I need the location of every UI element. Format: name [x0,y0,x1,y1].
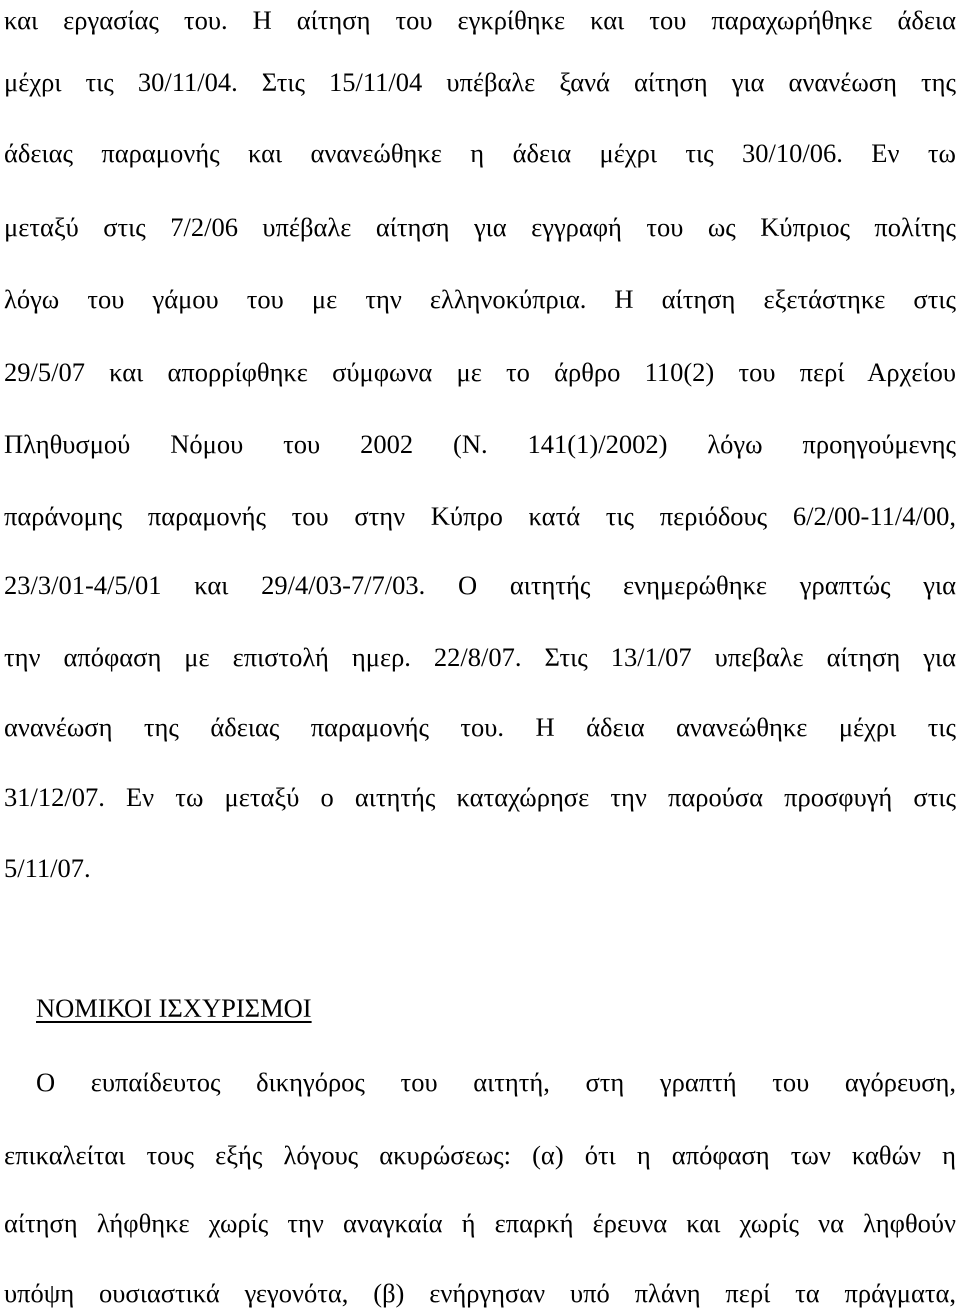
paragraph-1-line-11: ανανέωση της άδειας παραμονής του. Η άδεια ανανεώθηκε μέχρι τις [4,712,956,742]
paragraph-1-line-5: λόγω του γάμου του με την ελληνοκύπρια. Η αίτηση εξετάστηκε στις [4,284,956,314]
paragraph-1-line-8: παράνομης παραμονής του στην Κύπρο κατά τις περιόδους 6/2/00-11/4/00, [4,501,956,531]
section-heading: ΝΟΜΙΚΟΙ ΙΣΧΥΡΙΣΜΟΙ [36,993,312,1023]
paragraph-1-line-3: άδειας παραμονής και ανανεώθηκε η άδεια μέχρι τις 30/10/06. Εν τω [4,138,956,168]
paragraph-1-line-1: και εργασίας του. Η αίτηση του εγκρίθηκε και του παραχωρήθηκε άδεια [4,5,956,35]
paragraph-1-line-12: 31/12/07. Εν τω μεταξύ ο αιτητής καταχώρησε την παρούσα προσφυγή στις [4,782,956,812]
paragraph-1-line-9: 23/3/01-4/5/01 και 29/4/03-7/7/03. Ο αιτητής ενημερώθηκε γραπτώς για [4,570,956,600]
paragraph-2-line-3: αίτηση λήφθηκε χωρίς την αναγκαία ή επαρκή έρευνα και χωρίς να ληφθούν [4,1208,956,1238]
paragraph-1-line-2: μέχρι τις 30/11/04. Στις 15/11/04 υπέβαλε ξανά αίτηση για ανανέωση της [4,67,956,97]
paragraph-1-line-13: 5/11/07. [4,853,91,883]
paragraph-1-line-7: Πληθυσμού Νόμου του 2002 (Ν. 141(1)/2002) λόγω προηγούμενης [4,429,956,459]
paragraph-1-line-10: την απόφαση με επιστολή ημερ. 22/8/07. Στις 13/1/07 υπεβαλε αίτηση για [4,642,956,672]
paragraph-2-line-2: επικαλείται τους εξής λόγους ακυρώσεως: (α) ότι η απόφαση των καθών η [4,1140,956,1170]
paragraph-2-line-1: Ο ευπαίδευτος δικηγόρος του αιτητή, στη γραπτή του αγόρευση, [36,1067,956,1097]
paragraph-2-line-4: υπόψη ουσιαστικά γεγονότα, (β) ενήργησαν υπό πλάνη περί τα πράγματα, [4,1278,956,1308]
paragraph-1-line-6: 29/5/07 και απορρίφθηκε σύμφωνα με το άρθρο 110(2) του περί Αρχείου [4,357,956,387]
paragraph-1-line-4: μεταξύ στις 7/2/06 υπέβαλε αίτηση για εγγραφή του ως Κύπριος πολίτης [4,212,956,242]
